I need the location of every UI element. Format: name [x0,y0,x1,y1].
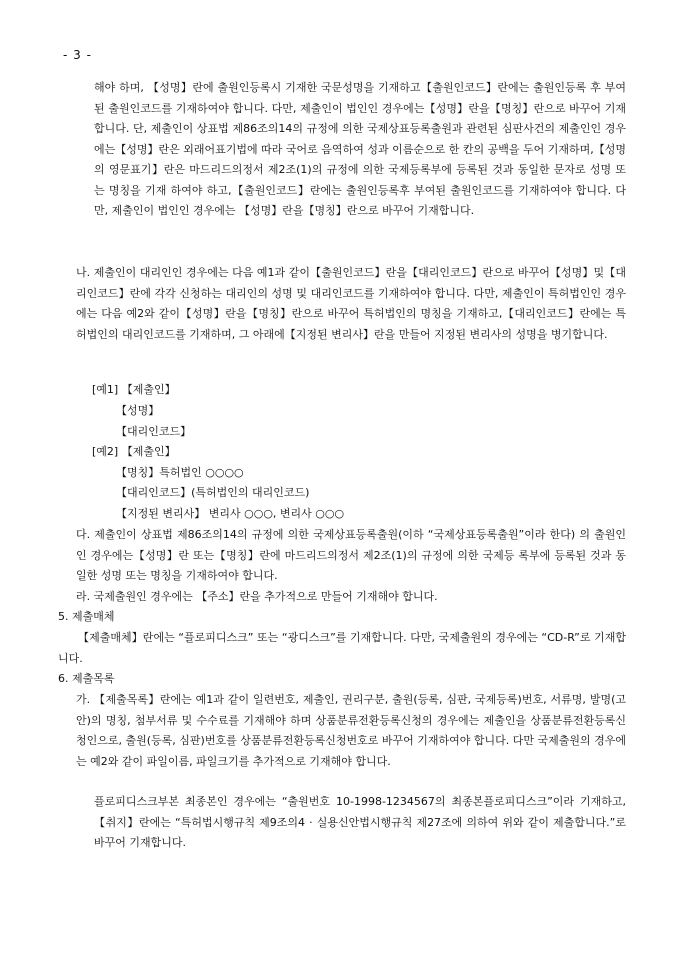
section6-item-ga: 가. 【제출목록】란에는 예1과 같이 일련번호, 제출인, 권리구분, 출원(등록, 심판, 국제등록)번호, 서류명, 발명(고안)의 명칭, 첨부서류 및 수수료를 기재해야 하며 상품분류전환등록신청의 경우에는 제출인을 상품분류전환등록신청인으로, 출원(등록, 심판)번호를 상품분류전환등록신청번호로 바꾸어 기재하여야 합니다. 다만 국제출원의 경우에는 예2와 같이 파일이름, 파일크기를 추가적으로 기재해야 합니다. [76,693,626,768]
paragraph-da: 다. 제출인이 상표법 제86조의14의 규정에 의한 국제상표등록출원(이하 “국제상표등록출원”이라 한다) 의 출원인인 경우에는【성명】란 또는【명칭】란에 마드리드의정서 제2조(1)의 규정에 의한 국제등 록부에 등록된 것과 동일한 성명 또는 명칭을 기재하여야 합니다. [76,528,626,582]
example1-label: [예1] 【제출인】 [92,383,176,396]
example2-label: [예2] 【제출인】 [92,445,176,458]
example2-agent-code-field: 【대리인코드】(특허법인의 대리인코드) [116,486,310,499]
example1-name-field: 【성명】 [116,404,160,417]
section6-heading: 6. 제출목록 [58,672,115,685]
section6-item-ga-note: 플로피디스크부본 최종본인 경우에는 “출원번호 10-1998-1234567의 최종본플로피디스크”이라 기재하고, 【취지】란에는 “특허법시행규칙 제9조의4 · 실용신안법시행규칙 제27조에 의하여 위와 같이 제출합니다.”로 바꾸어 기재합니다. [94,795,626,849]
example2-attorney-field: 【지정된 변리사】 변리사 ○○○, 변리사 ○○○ [116,507,345,520]
paragraph-na: 나. 제출인이 대리인인 경우에는 다음 예1과 같이【출원인코드】란을【대리인코드】란으로 바꾸어【성명】및【대리인코드】란에 각각 신청하는 대리인의 성명 및 대리인코드를 기재하여야 합니다. 다만, 제출인이 특허법인인 경우에는 다음 예2와 같이【성명】란을【명칭】란으로 바꾸어 특허법인의 명칭을 기재하고,【대리인코드】란에는 특허법인의 대리인코드를 기재하며, 그 아래에【지정된 변리사】란을 만들어 지정된 변리사의 성명을 병기합니다. [76,266,626,341]
section5-body: 【제출매체】란에는 “플로피디스크” 또는 “광디스크”를 기재합니다. 다만, 국제출원의 경우에는 “CD-R”로 기재합니다. [58,631,626,665]
example1-agent-code-field: 【대리인코드】 [116,425,192,438]
section5-heading: 5. 제출매체 [58,610,115,623]
paragraph-ga-continuation: 해야 하며, 【성명】란에 출원인등록시 기재한 국문성명을 기재하고【출원인코드】란에는 출원인등록 후 부여된 출원인코드를 기재하여야 합니다. 다만, 제출인이 법인인 경우에는【성명】란을【명칭】란으로 바꾸어 기재합니다. 단, 제출인이 상표법 제86조의14의 규정에 의한 국제상표등록출원과 관련된 심판사건의 제출인인 경우에는【성명】란은 외래어표기법에 따라 국어로 음역하여 성과 이름순으로 한 칸의 공백을 두어 기재하며,【성명의 영문표기】란은 마드리드의정서 제2조(1)의 규정에 의한 국제등록부에 등록된 것과 동일한 문자로 성명 또는 명칭을 기재 하여야 하고,【출원인코드】란에는 출원인등록후 부여된 출원인코드를 기재하여야 합니다. 다만, 제출인이 법인인 경우에는 【성명】란을【명칭】란으로 바꾸어 기재합니다. [94,81,626,217]
paragraph-ra: 라. 국제출원인 경우에는 【주소】란을 추가적으로 만들어 기재해야 합니다. [76,590,438,603]
page-number: - 3 - [63,48,92,62]
example2-title-field: 【명칭】특허법인 ○○○○ [116,466,244,479]
